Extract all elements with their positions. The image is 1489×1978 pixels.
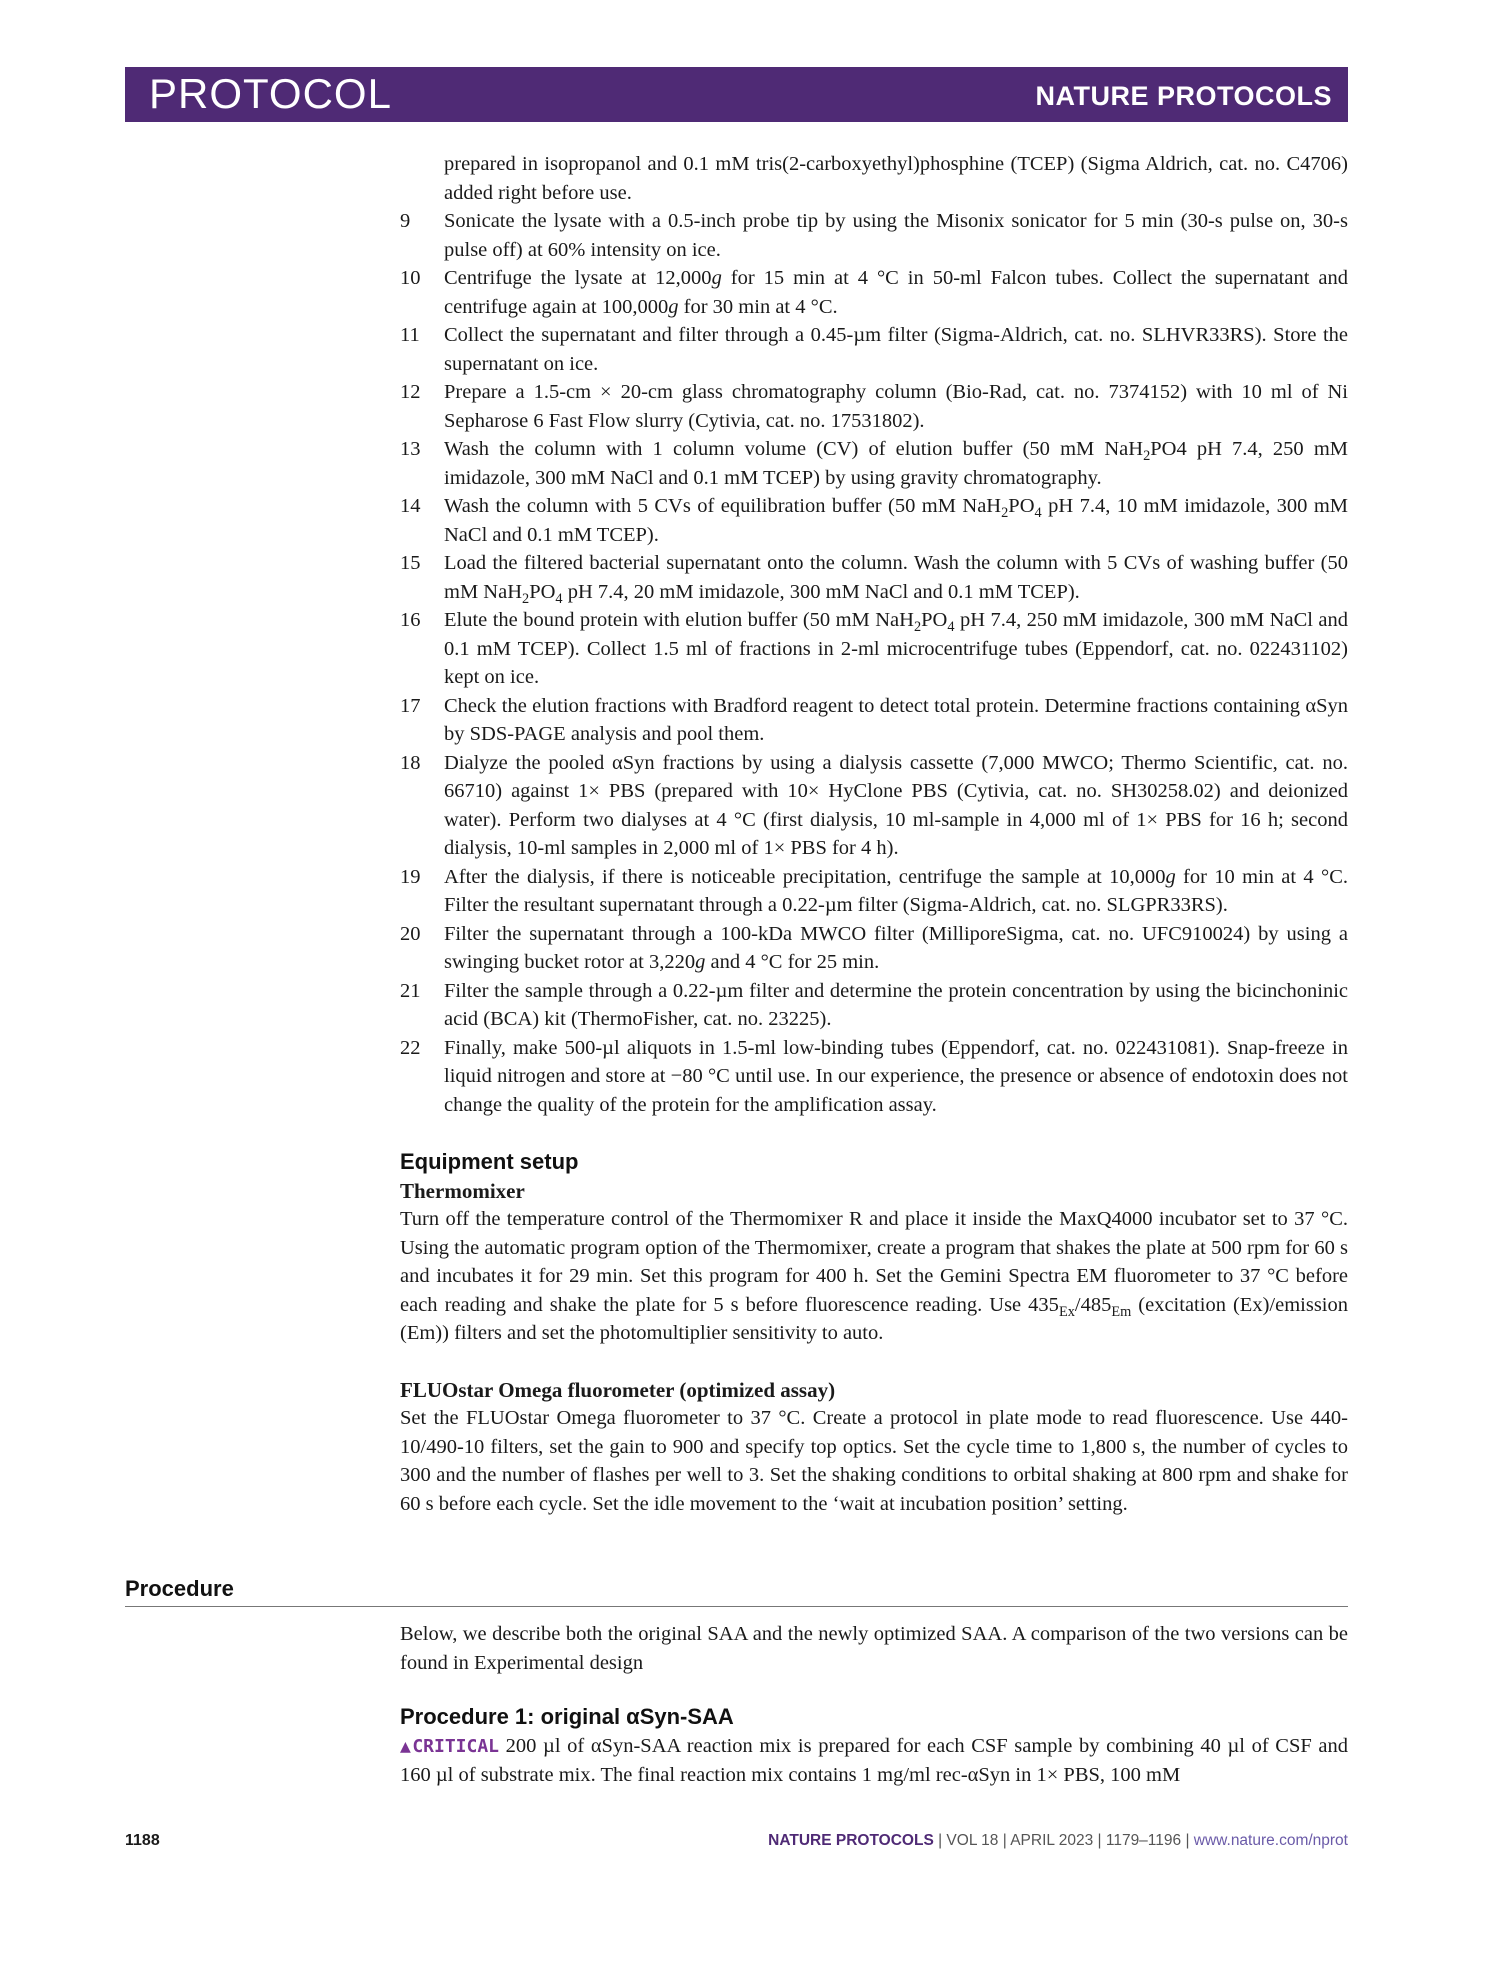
step-number: 11 (400, 324, 420, 346)
equipment-section (400, 1148, 1348, 1518)
equipment-heading: Equipment setup (400, 1149, 579, 1174)
step-number: 14 (400, 495, 421, 517)
procedure-1-heading: Procedure 1: original αSyn-SAA (400, 1704, 734, 1729)
step-number: 22 (400, 1036, 421, 1059)
footer-page-number: 1188 (125, 1832, 160, 1849)
step-number: 19 (400, 865, 421, 888)
step-22: 22 Finally, make 500-µl aliquots in 1.5-ml low-binding tubes (Eppendorf, cat. no. 022431081). Snap-freeze in liquid nitrogen and store at −80 °C until use. In our experience, the presence or absence of endotoxin does not change the quality of the protein for the amplification assay. (400, 1034, 1348, 1120)
step-14: 14 Wash the column with 5 CVs of equilibration buffer (50 mM $NaH_2PO_4$ pH 7.4, 10 mM imidazole, 300 mM NaCl and 0.1 mM TCEP). (400, 492, 1348, 549)
procedure-section (400, 1620, 1348, 1790)
step-21: 21 Filter the sample through a 0.22-µm filter and determine the protein concentration by using the bicinchoninic acid (BCA) kit (ThermoFisher, cat. no. 23225). (400, 977, 1348, 1034)
thermomixer-text: Turn off the temperature control of the Thermomixer R and place it inside the MaxQ4000 incubator set to 37 °C. Using the automatic program option of the Thermomixer, create a program that shakes the plate at 500 rpm for 60 s and incubates it for 29 min. Set this program for 400 h. Set the Gemini Spectra EM fluorometer to 37 °C before each reading and shake the plate for 5 s before fluorescence reading. Use $435_{Ex}/485_{Em}$ (excitation (Ex)/emission (Em)) filters and set the photomultiplier sensitivity to auto. (400, 1208, 1348, 1344)
step-15: 15 Load the filtered bacterial supernatant onto the column. Wash the column with 5 CVs of washing buffer (50 mM $NaH_2PO_4$ pH 7.4, 20 mM imidazole, 300 mM NaCl and 0.1 mM TCEP). (400, 549, 1348, 606)
step-19: 19 After the dialysis, if there is noticeable precipitation, centrifuge the sample at 10,000g for 10 min at 4 °C. Filter the resultant supernatant through a 0.22-µm filter (Sigma-Aldrich, cat. no. SLGPR33RS). (400, 863, 1348, 920)
step-13: 13 Wash the column with 1 column volume (CV) of elution buffer (50 mM NaH$_2$PO4 pH 7.4, 250 mM imidazole, 300 mM NaCl and 0.1 mM TCEP) by using gravity chromatography. (400, 435, 1348, 492)
step-number: 20 (400, 922, 421, 945)
step-number: 18 (400, 751, 421, 774)
step-18: 18 Dialyze the pooled αSyn fractions by using a dialysis cassette (7,000 MWCO; Thermo Scientific, cat. no. 66710) against 1× PBS (prepared with 10× HyClone PBS (Cytivia, cat. no. SH30258.02) and deionized water). Perform two dialyses at 4 °C (first dialysis, 10 ml-sample in 4,000 ml of 1× PBS for 16 h; second dialysis, 10-ml samples in 2,000 ml of 1× PBS for 4 h). (400, 749, 1348, 863)
step-16: 16 Elute the bound protein with elution buffer (50 mM $NaH_2PO_4$ pH 7.4, 250 mM imidazole, 300 mM NaCl and 0.1 mM TCEP). Collect 1.5 ml of fractions in 2-ml microcentrifuge tubes (Eppendorf, cat. no. 022431102) kept on ice. (400, 606, 1348, 692)
step-10: 10 Centrifuge the lysate at 12,000g for 15 min at 4 °C in 50-ml Falcon tubes. Collect the supernatant and centrifuge again at 100,000g for 30 min at 4 °C. (400, 264, 1348, 321)
procedure-intro: Below, we describe both the original SAA and the newly optimized SAA. A comparison of the two versions can be found in Experimental design (400, 1623, 1348, 1674)
step-list (400, 150, 1348, 1119)
step-20: 20 Filter the supernatant through a 100-kDa MWCO filter (MilliporeSigma, cat. no. UFC910024) by using a swinging bucket rotor at 3,220g and 4 °C for 25 min. (400, 920, 1348, 977)
thermomixer-heading: Thermomixer (400, 1178, 525, 1203)
footer-citation: NATURE PROTOCOLS | VOL 18 | APRIL 2023 | 1179–1196 | www.nature.com/nprot (768, 1832, 1348, 1849)
step-17: 17 Check the elution fractions with Bradford reagent to detect total protein. Determine fractions containing αSyn by SDS-PAGE analysis and pool them. (400, 692, 1348, 749)
step-number: 16 (400, 609, 421, 631)
procedure-divider (125, 1606, 1348, 1607)
footer-url-link[interactable]: www.nature.com/nprot (1193, 1832, 1348, 1849)
step-number: 12 (400, 381, 421, 403)
step-number: 10 (400, 267, 421, 289)
step-number: 13 (400, 438, 421, 460)
header-journal-name: NATURE PROTOCOLS (1035, 81, 1332, 111)
fluostar-heading: FLUOstar Omega fluorometer (optimized assay) (400, 1377, 836, 1402)
critical-label: ▲CRITICAL (400, 1735, 500, 1757)
header-protocol-label: PROTOCOL (149, 70, 392, 117)
step-11: 11 Collect the supernatant and filter through a 0.45-µm filter (Sigma-Aldrich, cat. no. SLHVR33RS). Store the supernatant on ice. (400, 321, 1348, 378)
header-bar (125, 67, 1348, 122)
procedure-label: Procedure (125, 1576, 234, 1601)
fluostar-text: Set the FLUOstar Omega fluorometer to 37 °C. Create a protocol in plate mode to read fluorescence. Use 440-10/490-10 filters, set the gain to 900 and specify top optics. Set the cycle time to 1,800 s, the number of cycles to 300 and the number of flashes per well to 3. Set the shaking conditions to orbital shaking at 800 rpm and shake for 60 s before each cycle. Set the idle movement to the ‘wait at incubation position’ setting. (400, 1407, 1348, 1515)
step-12: 12 Prepare a 1.5-cm × 20-cm glass chromatography column (Bio-Rad, cat. no. 7374152) with 10 ml of Ni Sepharose 6 Fast Flow slurry (Cytivia, cat. no. 17531802). (400, 378, 1348, 435)
step-number: 15 (400, 552, 421, 574)
step-number: 21 (400, 979, 421, 1002)
critical-note: ▲CRITICAL 200 µl of αSyn-SAA reaction mix is prepared for each CSF sample by combining 40 µl of CSF and 160 µl of substrate mix. The final reaction mix contains 1 mg/ml rec-αSyn in 1× PBS, 100 mM (400, 1734, 1348, 1786)
step-8-continuation: prepared in isopropanol and 0.1 mM tris(2-carboxyethyl)phosphine (TCEP) (Sigma Aldrich, cat. no. C4706) added right before use. (444, 153, 1348, 204)
step-9: 9 Sonicate the lysate with a 0.5-inch probe tip by using the Misonix sonicator for 5 min (30-s pulse on, 30-s pulse off) at 60% intensity on ice. (400, 207, 1348, 264)
step-number: 9 (400, 210, 411, 232)
step-number: 17 (400, 694, 421, 717)
